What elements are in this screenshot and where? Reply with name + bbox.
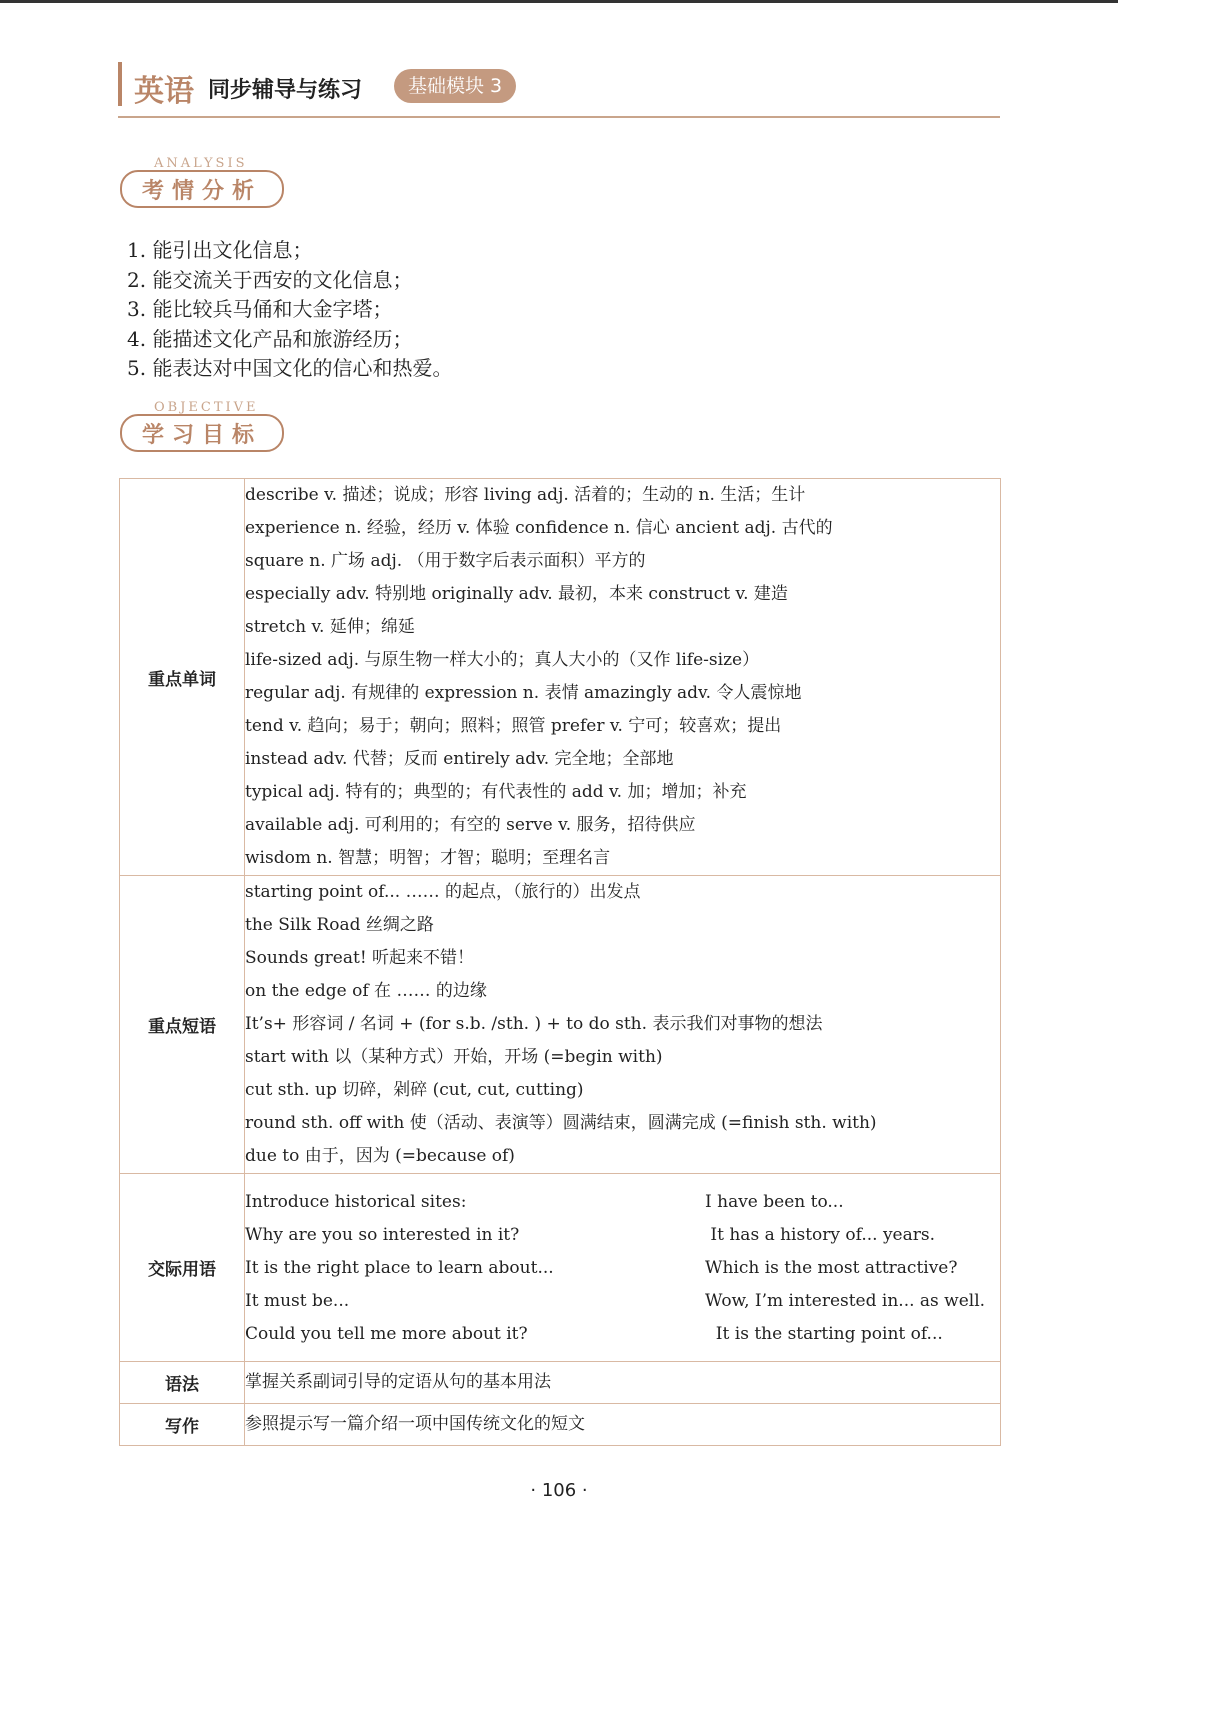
word-line: wisdom n. 智慧；明智；才智；聪明；至理名言 <box>245 848 611 868</box>
analysis-section-label <box>120 156 290 216</box>
analysis-item: 5. 能表达对中国文化的信心和热爱。 <box>127 356 453 380</box>
word-line: square n. 广场 adj. （用于数字后表示面积）平方的 <box>245 551 646 571</box>
expression-line: It is the right place to learn about... <box>245 1258 554 1278</box>
word-line: experience n. 经验，经历 v. 体验 confidence n. 信心 ancient adj. 古代的 <box>245 518 833 538</box>
expressions-row <box>120 1174 1001 1362</box>
expression-line: Why are you so interested in it? <box>245 1225 520 1245</box>
word-line: life-sized adj. 与原生物一样大小的；真人大小的（又作 life-size） <box>245 650 760 670</box>
expression-line: Could you tell me more about it? <box>245 1324 528 1344</box>
analysis-zh-label: 考情分析 <box>142 179 263 204</box>
book-title: 同步辅导与练习 <box>208 78 363 103</box>
objective-section-label <box>120 400 290 460</box>
expression-line: It must be... <box>245 1291 350 1311</box>
expression-line: It has a history of... years. <box>705 1225 936 1245</box>
phrases-row <box>120 876 1001 1174</box>
header-divider <box>118 116 1000 118</box>
analysis-item: 1. 能引出文化信息； <box>127 238 313 262</box>
phrase-line: It’s+ 形容词 / 名词 + (for s.b. /sth. ) + to do sth. 表示我们对事物的想法 <box>245 1014 823 1034</box>
expressions-label: 交际用语 <box>120 1174 245 1362</box>
analysis-item: 4. 能描述文化产品和旅游经历； <box>127 326 413 351</box>
phrases-content <box>245 876 1001 1174</box>
phrase-line: the Silk Road 丝绸之路 <box>245 915 434 935</box>
grammar-text: 掌握关系副词引导的定语从句的基本用法 <box>245 1372 551 1392</box>
writing-label: 写作 <box>120 1404 245 1446</box>
page-header <box>118 60 1000 120</box>
module-badge: 基础模块 3 <box>394 69 516 103</box>
word-line: stretch v. 延伸；绵延 <box>245 617 415 637</box>
words-label: 重点单词 <box>120 479 245 876</box>
grammar-content <box>245 1362 1001 1404</box>
expression-line: Which is the most attractive? <box>705 1258 958 1278</box>
writing-row <box>120 1404 1001 1446</box>
expression-line: I have been to... <box>705 1192 844 1212</box>
grammar-label: 语法 <box>120 1362 245 1404</box>
analysis-item: 2. 能交流关于西安的文化信息； <box>127 267 413 292</box>
words-row <box>120 479 1001 876</box>
word-line: available adj. 可利用的；有空的 serve v. 服务，招待供应 <box>245 815 696 835</box>
expression-line: It is the starting point of... <box>705 1324 943 1344</box>
objective-en-label: OBJECTIVE <box>154 400 259 415</box>
word-line: typical adj. 特有的；典型的；有代表性的 add v. 加；增加；补充 <box>245 782 747 802</box>
word-line: tend v. 趋向；易于；朝向；照料；照管 prefer v. 宁可；较喜欢；提出 <box>245 716 782 736</box>
analysis-item: 3. 能比较兵马俑和大金字塔； <box>127 297 393 321</box>
word-line: regular adj. 有规律的 expression n. 表情 amazingly adv. 令人震惊地 <box>245 683 802 703</box>
writing-text: 参照提示写一篇介绍一项中国传统文化的短文 <box>245 1414 585 1434</box>
writing-content <box>245 1404 1001 1446</box>
expressions-content <box>245 1174 1001 1362</box>
word-line: instead adv. 代替；反而 entirely adv. 完全地；全部地 <box>245 749 674 769</box>
analysis-en-label: ANALYSIS <box>154 156 248 171</box>
phrase-line: round sth. off with 使（活动、表演等）圆满结束，圆满完成 (=finish sth. with) <box>245 1113 877 1133</box>
phrase-line: due to 由于，因为 (=because of) <box>245 1146 515 1166</box>
phrase-line: on the edge of 在 …… 的边缘 <box>245 981 487 1001</box>
top-border <box>0 0 1118 3</box>
objectives-table <box>119 478 1001 1446</box>
phrases-label: 重点短语 <box>120 876 245 1174</box>
grammar-row <box>120 1362 1001 1404</box>
expressions-right-column <box>705 1186 1000 1351</box>
words-content <box>245 479 1001 876</box>
expression-line: Wow, I’m interested in... as well. <box>705 1291 986 1311</box>
phrase-line: starting point of... …… 的起点，（旅行的）出发点 <box>245 882 641 902</box>
phrase-line: Sounds great! 听起来不错！ <box>245 948 475 968</box>
expression-line: Introduce historical sites: <box>245 1192 467 1212</box>
objective-zh-label: 学习目标 <box>142 423 263 448</box>
phrase-line: start with 以（某种方式）开始，开场 (=begin with) <box>245 1047 663 1067</box>
analysis-list <box>127 236 452 384</box>
header-accent-bar <box>118 62 122 106</box>
expressions-left-column <box>245 1186 705 1351</box>
subject-title: 英语 <box>134 74 194 109</box>
phrase-line: cut sth. up 切碎，剁碎 (cut, cut, cutting) <box>245 1080 584 1100</box>
page-number: · 106 · <box>530 1480 588 1501</box>
word-line: describe v. 描述；说成；形容 living adj. 活着的；生动的 n. 生活；生计 <box>245 485 806 505</box>
word-line: especially adv. 特别地 originally adv. 最初，本来 construct v. 建造 <box>245 584 788 604</box>
